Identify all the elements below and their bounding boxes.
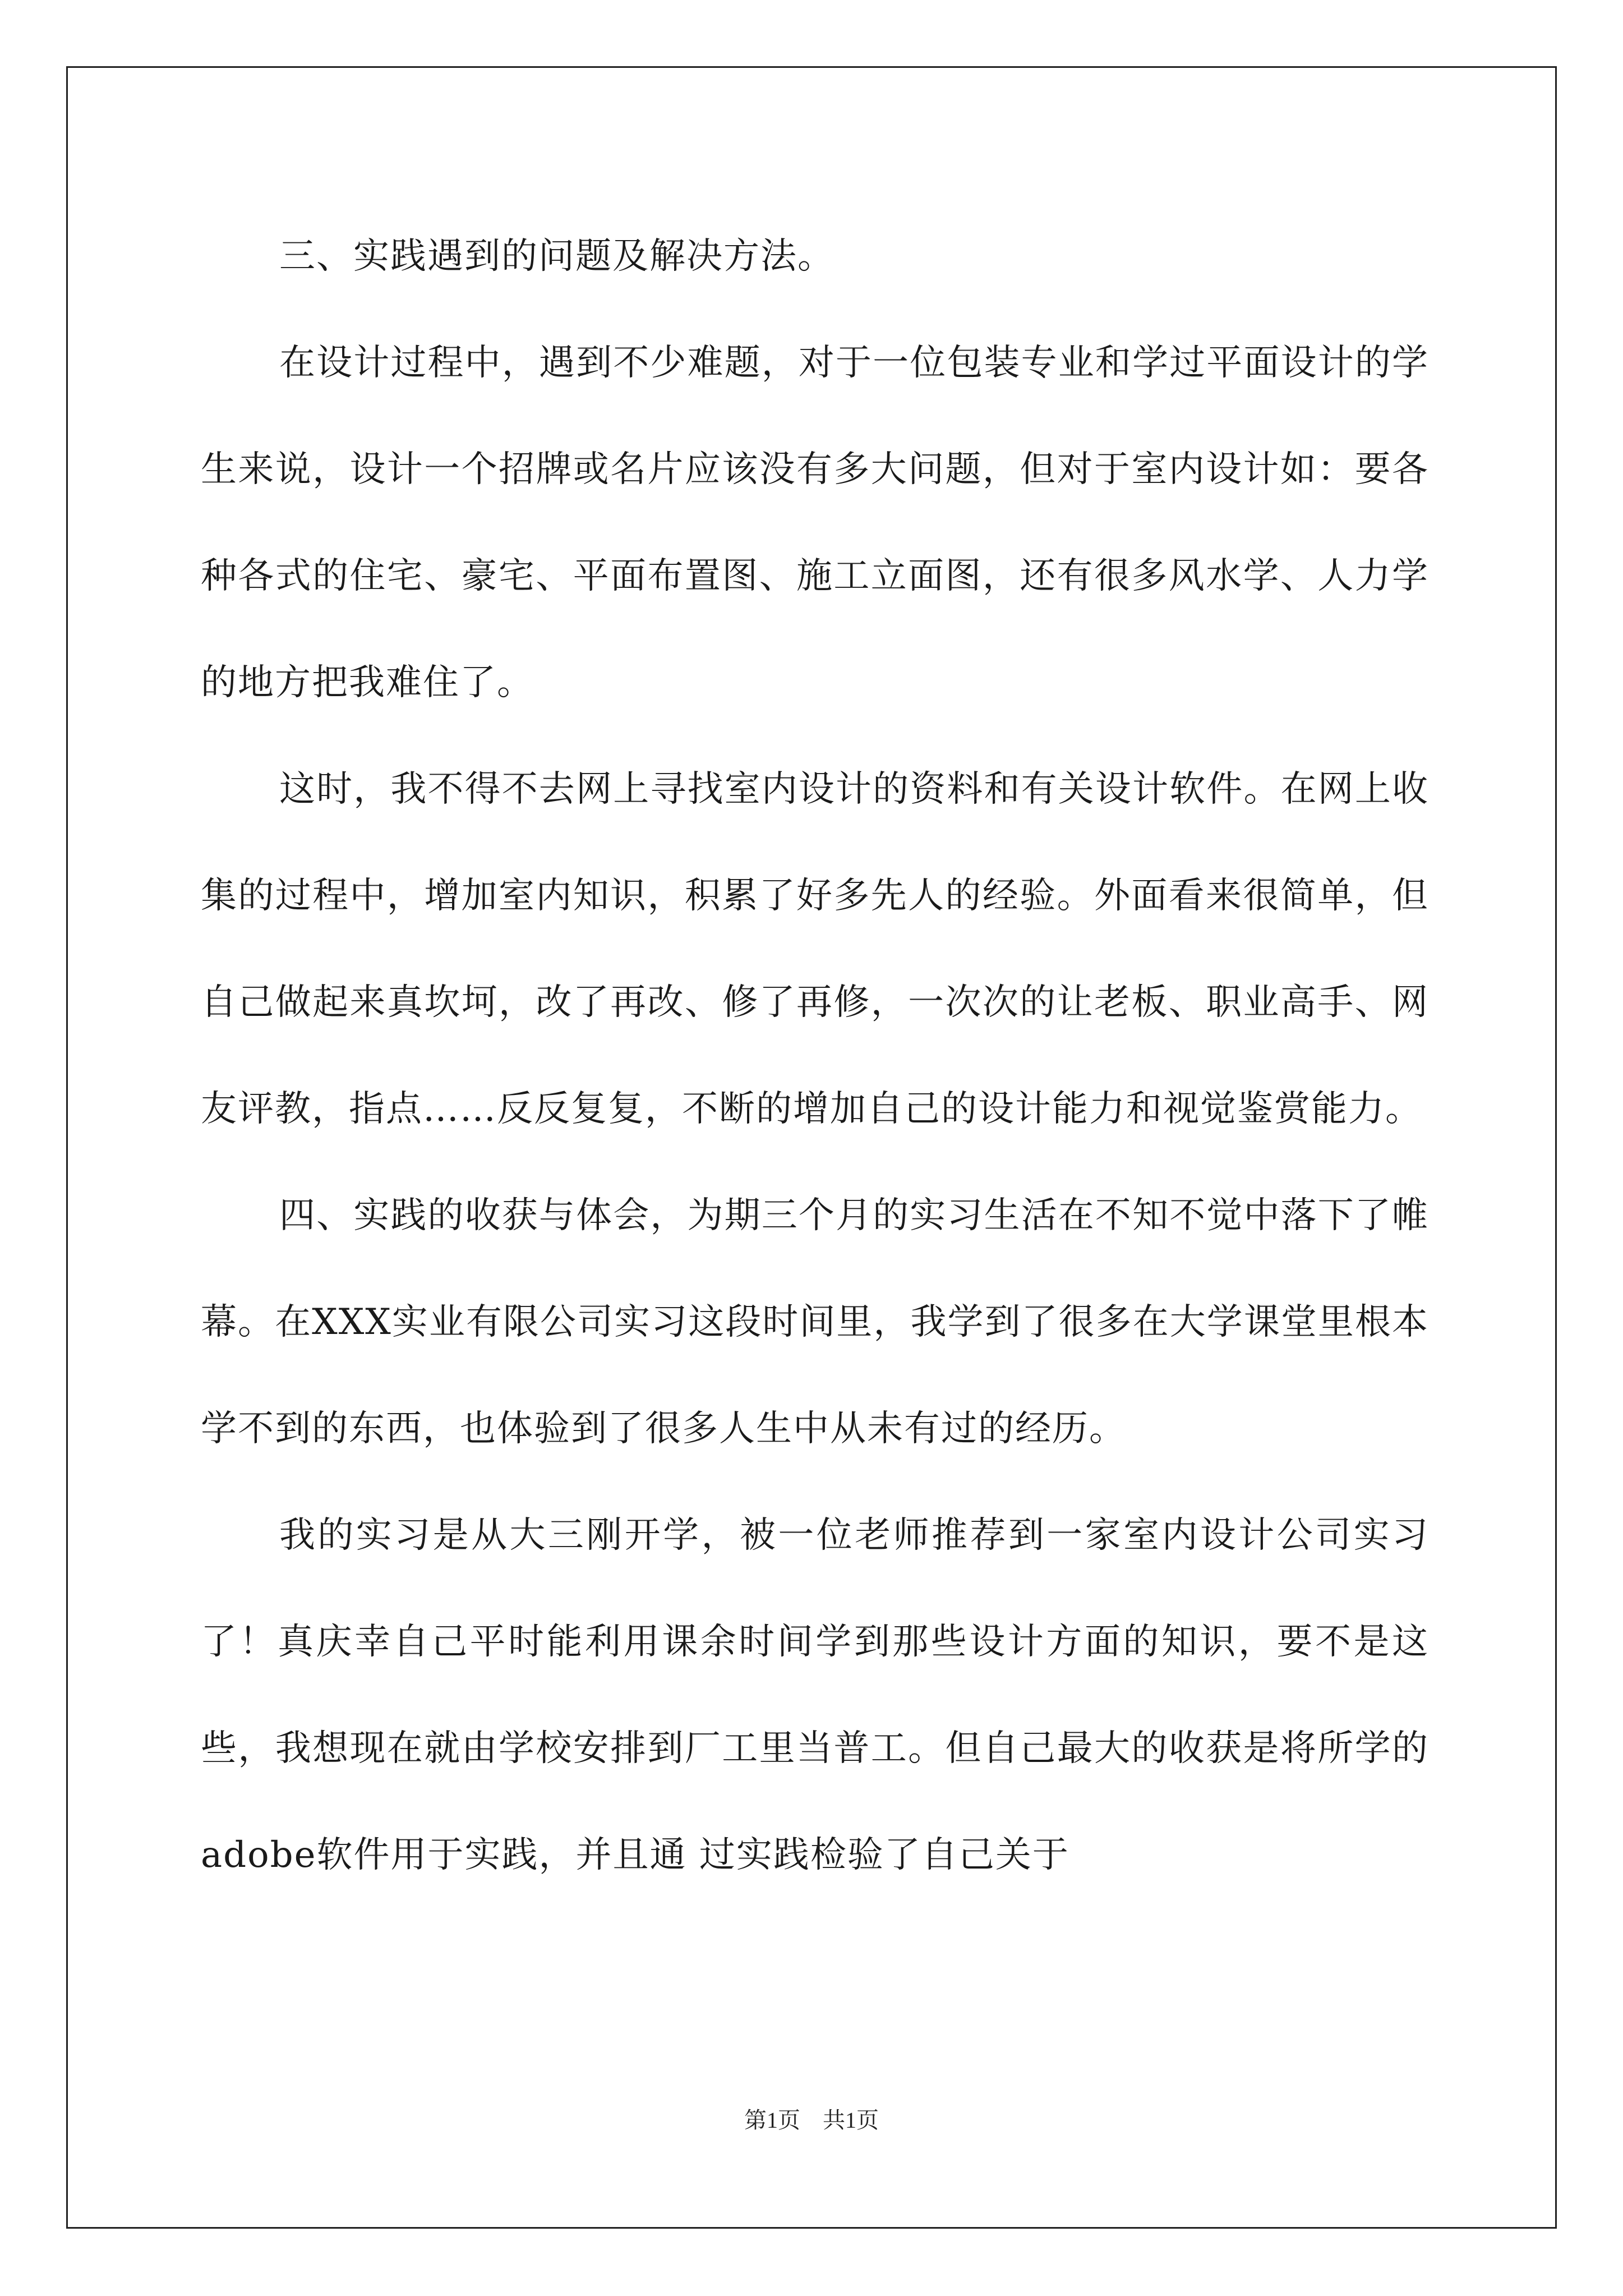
paragraph-design-difficulties: 在设计过程中，遇到不少难题，对于一位包装专业和学过平面设计的学生来说，设计一个招牌或名片应该没有多大问题，但对于室内设计如：要各种各式的住宅、豪宅、平面布置图、施工立面图，还有很多风水学、人力学的地方把我难住了。 [201, 342, 1429, 703]
page-total: 共1页 [823, 2108, 879, 2133]
document-body [201, 203, 1429, 1908]
page-footer [0, 2106, 1623, 2134]
paragraph-internship-start: 我的实习是从大三刚开学，被一位老师推荐到一家室内设计公司实习了！真庆幸自己平时能利用课余时间学到那些设计方面的知识，要不是这些，我想现在就由学校安排到厂工里当普工。但自己最大的收获是将所学的adobe软件用于实践，并且通 过实践检验了自己关于 [201, 1515, 1429, 1876]
page-number: 第1页 [744, 2108, 800, 2133]
paragraph-online-research: 这时，我不得不去网上寻找室内设计的资料和有关设计软件。在网上收集的过程中，增加室内知识，积累了好多先人的经验。外面看来很简单，但自己做起来真坎坷，改了再改、修了再修，一次次的让老板、职业高手、网友评教，指点……反反复复，不断的增加自己的设计能力和视觉鉴赏能力。 [201, 769, 1429, 1130]
paragraph-heading-4-gains: 四、实践的收获与体会，为期三个月的实习生活在不知不觉中落下了帷幕。在XXX实业有限公司实习这段时间里，我学到了很多在大学课堂里根本学不到的东西，也体验到了很多人生中从未有过的经历。 [201, 1195, 1429, 1450]
paragraph-heading-3: 三、实践遇到的问题及解决方法。 [279, 236, 834, 277]
